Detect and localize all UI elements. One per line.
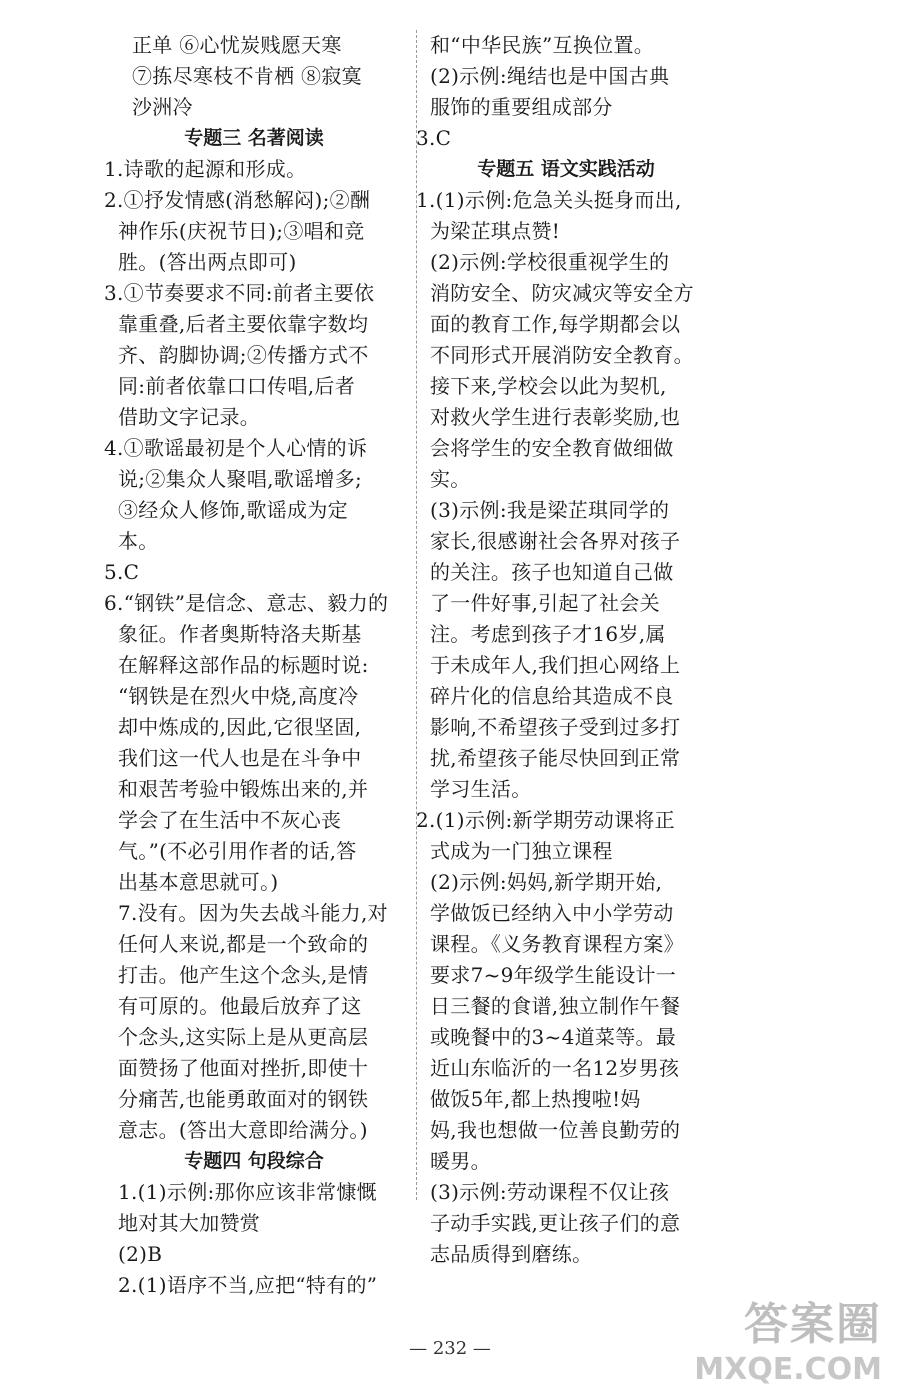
answer-line: 我们这一代人也是在斗争中 (118, 746, 362, 770)
answer-line: 做饭5年,都上热搜啦!妈 (430, 1087, 641, 1111)
answer-line: 注。考虑到孩子才16岁,属 (430, 622, 666, 646)
answer-line: (2)示例:学校很重视学生的 (430, 250, 670, 274)
answer-line: 靠重叠,后者主要依靠字数均 (118, 312, 369, 336)
answer-line: (2)示例:妈妈,新学期开始, (430, 870, 663, 894)
answer-line: 接下来,学校会以此为契机, (430, 374, 667, 398)
answer-line: 了一件好事,引起了社会关 (430, 591, 660, 615)
answer-line: 碎片化的信息给其造成不良 (430, 684, 674, 708)
answer-line: 实。 (430, 467, 471, 491)
answer-line: 学习生活。 (430, 777, 532, 801)
answer-line: 在解释这部作品的标题时说: (118, 653, 369, 677)
answer-line: 沙洲冷 (132, 95, 193, 119)
answer-line: 1.诗歌的起源和形成。 (104, 157, 307, 181)
answer-line: 分痛苦,也能勇敢面对的钢铁 (118, 1087, 369, 1111)
answer-line: 面的教育工作,每学期都会以 (430, 312, 681, 336)
section-heading: 专题三 名著阅读 (184, 127, 324, 149)
answer-line: (2)B (118, 1242, 163, 1266)
answer-line: 2.①抒发情感(消愁解闷);②酬 (104, 188, 371, 212)
section-heading: 专题五 语文实践活动 (477, 158, 655, 180)
answer-line: 3.C (416, 126, 452, 150)
answer-line: 说;②集众人聚唱,歌谣增多; (118, 467, 363, 491)
answer-line: 课程。《义务教育课程方案》 (430, 932, 684, 956)
answer-line: (2)示例:绳结也是中国古典 (430, 64, 670, 88)
answer-line: 子动手实践,更让孩子们的意 (430, 1211, 681, 1235)
answer-line: ⑦拣尽寒枝不肯栖 ⑧寂寞 (132, 64, 362, 88)
answer-line: 同:前者依靠口口传唱,后者 (118, 374, 355, 398)
answer-line: 要求7~9年级学生能设计一 (430, 963, 677, 987)
answer-line: 齐、韵脚协调;②传播方式不 (118, 343, 369, 367)
answer-line: 1.(1)示例:那你应该非常慷慨 (118, 1180, 377, 1204)
answer-line: 扰,希望孩子能尽快回到正常 (430, 746, 681, 770)
answer-line: 胜。(答出两点即可) (118, 250, 297, 274)
answer-line: 服饰的重要组成部分 (430, 95, 613, 119)
answer-line: 1.(1)示例:危急关头挺身而出, (416, 188, 682, 212)
right-column (416, 30, 716, 1270)
answer-line: 和艰苦考验中锻炼出来的,并 (118, 777, 369, 801)
answer-line: ③经众人修饰,歌谣成为定 (118, 498, 348, 522)
watermark-url: MXQE.COM (694, 1352, 882, 1387)
answer-line: 面赞扬了他面对挫折,即使十 (118, 1056, 369, 1080)
answer-line: 暖男。 (430, 1149, 491, 1173)
answer-line: 6.“钢铁”是信念、意志、毅力的 (104, 591, 389, 615)
answer-line: 2.(1)示例:新学期劳动课将正 (416, 808, 675, 832)
answer-line: (3)示例:我是梁芷琪同学的 (430, 498, 670, 522)
answer-line: 气。”(不必引用作者的话,答 (118, 839, 357, 863)
answer-line: 学做饭已经纳入中小学劳动 (430, 901, 674, 925)
watermark (682, 1288, 882, 1387)
left-column (104, 30, 404, 1301)
answer-line: 会将学生的安全教育做细做 (430, 436, 674, 460)
answer-line: 家长,很感谢社会各界对孩子 (430, 529, 681, 553)
answer-line: 意志。(答出大意即给满分。) (118, 1118, 368, 1142)
answer-line: 日三餐的食谱,独立制作午餐 (430, 994, 681, 1018)
answer-line: 志品质得到磨练。 (430, 1242, 593, 1266)
answer-line: 2.(1)语序不当,应把“特有的” (118, 1273, 378, 1297)
answer-line: 近山东临沂的一名12岁男孩 (430, 1056, 680, 1080)
answer-line: 于未成年人,我们担心网络上 (430, 653, 681, 677)
answer-line: 神作乐(庆祝节日);③唱和竞 (118, 219, 365, 243)
answer-line: 4.①歌谣最初是个人心情的诉 (104, 436, 368, 460)
answer-line: 7.没有。因为失去战斗能力,对 (118, 901, 388, 925)
answer-line: 5.C (104, 560, 140, 584)
answer-line: 出基本意思就可。) (118, 870, 279, 894)
answer-line: 对救火学生进行表彰奖励,也 (430, 405, 681, 429)
answer-line: 本。 (118, 529, 159, 553)
answer-line: 正单 ⑥心忧炭贱愿天寒 (132, 33, 342, 57)
answer-line: (3)示例:劳动课程不仅让孩 (430, 1180, 670, 1204)
answer-line: 或晚餐中的3~4道菜等。最 (430, 1025, 677, 1049)
answer-line: 个念头,这实际上是从更高层 (118, 1025, 369, 1049)
answer-line: 消防安全、防灾减灾等安全方 (430, 281, 694, 305)
answer-line: 打击。他产生这个念头,是情 (118, 963, 369, 987)
answer-line: 象征。作者奥斯特洛夫斯基 (118, 622, 362, 646)
answer-line: 有可原的。他最后放弃了这 (118, 994, 362, 1018)
answer-line: 任何人来说,都是一个致命的 (118, 932, 369, 956)
answer-line: 不同形式开展消防安全教育。 (430, 343, 694, 367)
section-heading: 专题四 句段综合 (184, 1150, 324, 1172)
answer-line: 和“中华民族”互换位置。 (430, 33, 655, 57)
answer-line: 妈,我也想做一位善良勤劳的 (430, 1118, 681, 1142)
page-number: — 232 — (409, 1338, 491, 1359)
answer-line: 地对其大加赞赏 (118, 1211, 261, 1235)
answer-line: 学会了在生活中不灰心丧 (118, 808, 342, 832)
answer-line: 却中炼成的,因此,它很坚固, (118, 715, 362, 739)
answer-line: 的关注。孩子也知道自己做 (430, 560, 674, 584)
answer-line: 3.①节奏要求不同:前者主要依 (104, 281, 375, 305)
answer-line: “钢铁是在烈火中烧,高度冷 (118, 684, 359, 708)
watermark-logo: 答案圈 (744, 1299, 882, 1350)
answer-line: 影响,不希望孩子受到过多打 (430, 715, 681, 739)
answer-line: 为梁芷琪点赞! (430, 219, 561, 243)
answer-line: 式成为一门独立课程 (430, 839, 613, 863)
answer-line: 借助文字记录。 (118, 405, 261, 429)
